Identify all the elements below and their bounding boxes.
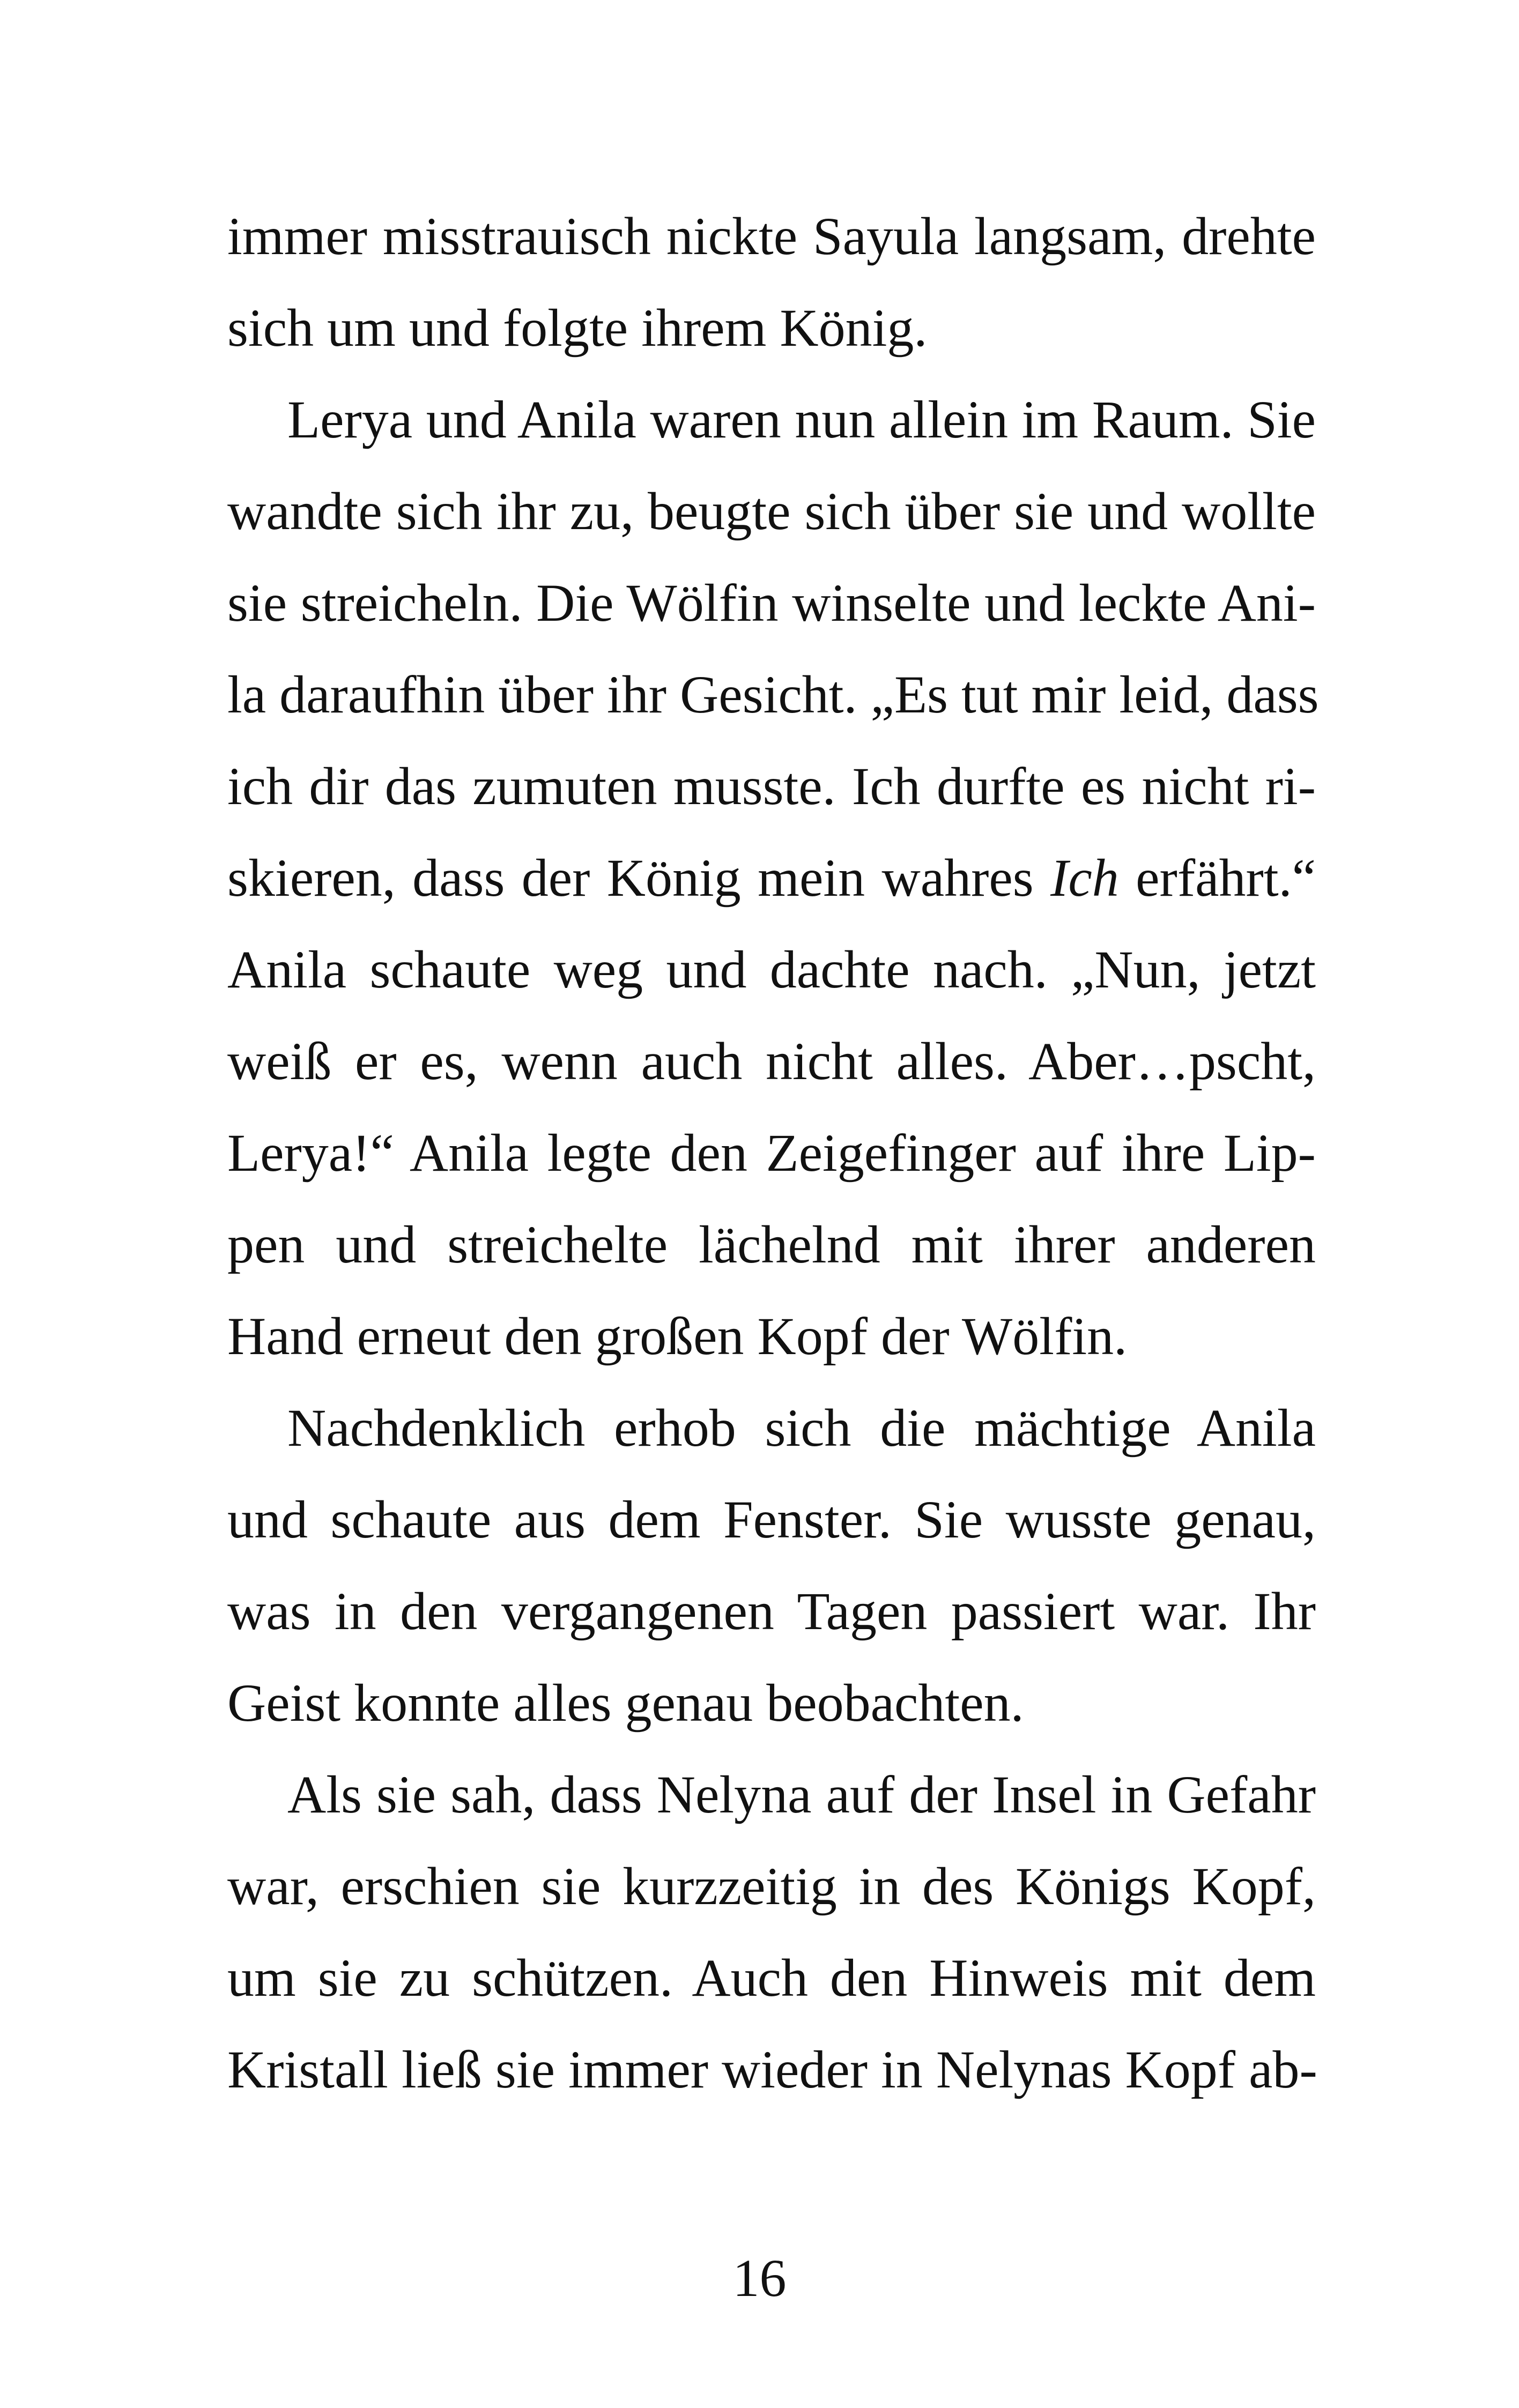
text-segment: erfährt.“: [1118, 848, 1316, 908]
text-line: Anila schaute weg und dachte nach. „Nun, jetzt: [227, 940, 1316, 999]
body-text: [227, 190, 1319, 2115]
text-line: was in den vergangenen Tagen passiert war. Ihr: [227, 1581, 1316, 1641]
text-line: Nachdenklich erhob sich die mächtige Anila: [287, 1398, 1316, 1458]
text-line: sie streicheln. Die Wölfin winselte und leckte Ani-: [227, 573, 1316, 633]
text-line: war, erschien sie kurzzeitig in des Königs Kopf,: [227, 1856, 1316, 1916]
text-segment: skieren, dass der König mein wahres: [227, 848, 1051, 908]
text-line: wandte sich ihr zu, beugte sich über sie und wollte: [227, 481, 1316, 541]
text-line: und schaute aus dem Fenster. Sie wusste genau,: [227, 1490, 1316, 1549]
text-line: Lerya!“ Anila legte den Zeigefinger auf ihre Lip-: [227, 1123, 1316, 1183]
text-line: Kristall ließ sie immer wieder in Nelynas Kopf ab-: [227, 2040, 1317, 2099]
text-line: um sie zu schützen. Auch den Hinweis mit dem: [227, 1948, 1316, 2008]
text-line: Lerya und Anila waren nun allein im Raum. Sie: [287, 390, 1316, 449]
text-line: Hand erneut den großen Kopf der Wölfin.: [227, 1306, 1128, 1366]
text-line: la daraufhin über ihr Gesicht. „Es tut mir leid, dass: [227, 665, 1319, 724]
page-number: 16: [732, 2248, 787, 2308]
text-line: ich dir das zumuten musste. Ich durfte es nicht ri-: [227, 756, 1316, 816]
italic-word: Ich: [1050, 848, 1119, 908]
text-line: weiß er es, wenn auch nicht alles. Aber…pscht,: [227, 1031, 1316, 1091]
text-line: pen und streichelte lächelnd mit ihrer anderen: [227, 1215, 1316, 1274]
text-line: immer misstrauisch nickte Sayula langsam, drehte: [227, 206, 1316, 266]
text-line: Geist konnte alles genau beobachten.: [227, 1673, 1024, 1733]
text-line: sich um und folgte ihrem König.: [227, 298, 928, 358]
text-line: [227, 832, 1316, 924]
text-line: Als sie sah, dass Nelyna auf der Insel in Gefahr: [287, 1765, 1316, 1824]
